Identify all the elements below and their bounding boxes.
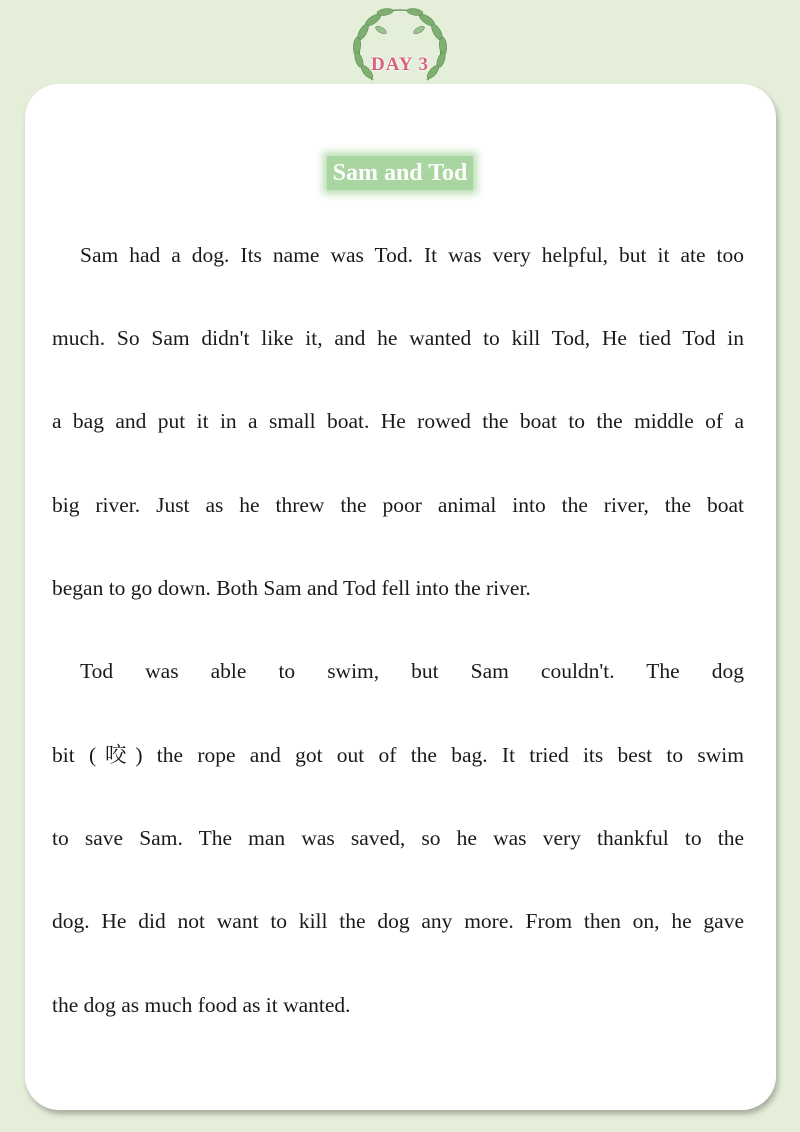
story-line: bit (咬) the rope and got out of the bag. It tried its best to swim [52, 743, 744, 767]
story-line: began to go down. Both Sam and Tod fell into the river. [52, 576, 531, 600]
story-line: to save Sam. The man was saved, so he was very thankful to the [52, 826, 744, 850]
story-line: Sam had a dog. Its name was Tod. It was very helpful, but it ate too [80, 243, 744, 267]
day-badge [335, 0, 465, 92]
story-line: the dog as much food as it wanted. [52, 993, 351, 1017]
story-line: much. So Sam didn't like it, and he wanted to kill Tod, He tied Tod in [52, 326, 744, 350]
title-container [0, 156, 800, 190]
story-line: dog. He did not want to kill the dog any more. From then on, he gave [52, 909, 744, 933]
story-line: big river. Just as he threw the poor animal into the river, the boat [52, 493, 744, 517]
story-title: Sam and Tod [327, 156, 474, 190]
story-line: a bag and put it in a small boat. He rowed the boat to the middle of a [52, 409, 744, 433]
laurel-wreath-icon [335, 0, 465, 92]
story-line: Tod was able to swim, but Sam couldn't. The dog [80, 659, 744, 683]
day-label: DAY 3 [371, 54, 429, 75]
